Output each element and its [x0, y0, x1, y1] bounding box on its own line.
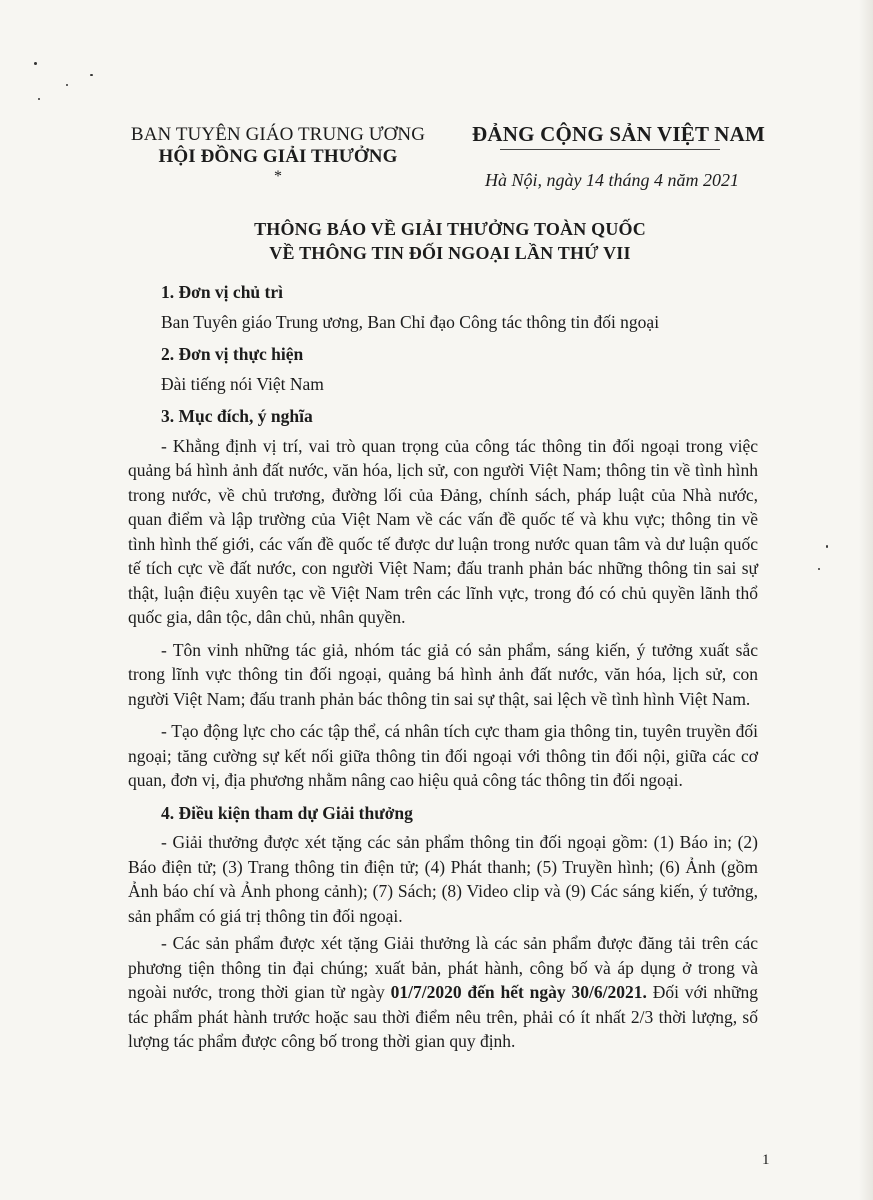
page-number: 1 — [762, 1152, 770, 1168]
scan-speck — [818, 568, 820, 570]
scan-speck — [38, 98, 40, 100]
section-heading-2: 2. Đơn vị thực hiện — [161, 344, 304, 364]
document-body — [128, 280, 758, 1062]
paragraph-text: Đối với những tác phẩm phát hành trước hoặc sau thời điểm nêu trên, phải có ít nhất 2/3 thời lượng, số lượng tác phẩm được công bố trong thời gian quy định. — [128, 982, 758, 1051]
org-name-line2: HỘI ĐỒNG GIẢI THƯỞNG — [158, 146, 398, 167]
scan-speck — [826, 545, 828, 548]
section-heading-3: 3. Mục đích, ý nghĩa — [161, 406, 313, 426]
party-name: ĐẢNG CỘNG SẢN VIỆT NAM — [472, 122, 765, 146]
paragraph: - Giải thưởng được xét tặng các sản phẩm thông tin đối ngoại gồm: (1) Báo in; (2) Báo điện tử; (3) Trang thông tin điện tử; (4) Phát thanh; (5) Truyền hình; (6) Ảnh (gồm Ảnh báo chí và Ảnh phong cảnh); (7) Sách; (8) Video clip và (9) Các sáng kiến, ý tưởng, sản phẩm có giá trị thông tin đối ngoại. — [128, 832, 758, 926]
scan-speck — [90, 74, 93, 76]
party-underline — [500, 149, 720, 150]
title-line1: THÔNG BÁO VỀ GIẢI THƯỞNG TOÀN QUỐC — [254, 219, 646, 239]
section-heading-4: 4. Điều kiện tham dự Giải thưởng — [161, 802, 413, 823]
issuing-organization — [128, 124, 428, 184]
scan-speck — [66, 84, 68, 86]
issue-date: Hà Nội, ngày 14 tháng 4 năm 2021 — [485, 170, 739, 190]
org-name-line1: BAN TUYÊN GIÁO TRUNG ƯƠNG — [130, 124, 426, 145]
award-period: 01/7/2020 đến hết ngày 30/6/2021. — [390, 982, 647, 1002]
paragraph: - Khẳng định vị trí, vai trò quan trọng của công tác thông tin đối ngoại trong việc quảng bá hình ảnh đất nước, văn hóa, lịch sử, con người Việt Nam; thông tin về tình hình trong nước, về chủ trương, đường lối của Đảng, chính sách, pháp luật của Nhà nước, quan điểm và lập trường của Việt Nam về các vấn đề quốc tế và khu vực; thông tin về tình hình thế giới, các vấn đề quốc tế được dư luận trong nước quan tâm và dư luận quốc tế tích cực về đất nước, con người Việt Nam; đấu tranh phản bác những thông tin sai sự thật, luận điệu xuyên tạc về Việt Nam trên các lĩnh vực, trong đó có chủ quyền lãnh thổ quốc gia, dân tộc, dân chủ, nhân quyền. — [128, 435, 758, 627]
title-line2: VỀ THÔNG TIN ĐỐI NGOẠI LẦN THỨ VII — [269, 243, 631, 263]
paragraph: - Tôn vinh những tác giả, nhóm tác giả có sản phẩm, sáng kiến, ý tưởng xuất sắc trong lĩnh vực thông tin đối ngoại, quảng bá hình ảnh đất nước, văn hóa, lịch sử, con người Việt Nam; đấu tranh phản bác thông tin sai sự thật, sai lệch về tình hình Việt Nam. — [128, 639, 758, 709]
paragraph-text: - Các sản phẩm được xét tặng Giải thưởng là các sản phẩm được đăng tải trên các phương tiện thông tin đại chúng; xuất bản, phát hành, công bố và áp dụng ở trong và ngoài nước, trong thời gian từ ngày — [128, 933, 758, 1002]
scan-edge-shadow — [859, 0, 873, 1200]
paragraph — [128, 931, 758, 1054]
scan-speck — [34, 62, 37, 65]
paragraph: - Tạo động lực cho các tập thể, cá nhân tích cực tham gia thông tin, tuyên truyền đối ngoại; tăng cường sự kết nối giữa thông tin đối ngoại với thông tin đối nội, giữa các cơ quan, đơn vị, địa phương nhằm nâng cao hiệu quả công tác thông tin đối ngoại. — [128, 721, 758, 790]
section-heading-1: 1. Đơn vị chủ trì — [161, 282, 283, 302]
section-text-2: Đài tiếng nói Việt Nam — [161, 373, 324, 394]
header-star: * — [274, 168, 282, 185]
section-text-1: Ban Tuyên giáo Trung ương, Ban Chỉ đạo Công tác thông tin đối ngoại — [161, 311, 660, 332]
document-title — [120, 217, 780, 265]
